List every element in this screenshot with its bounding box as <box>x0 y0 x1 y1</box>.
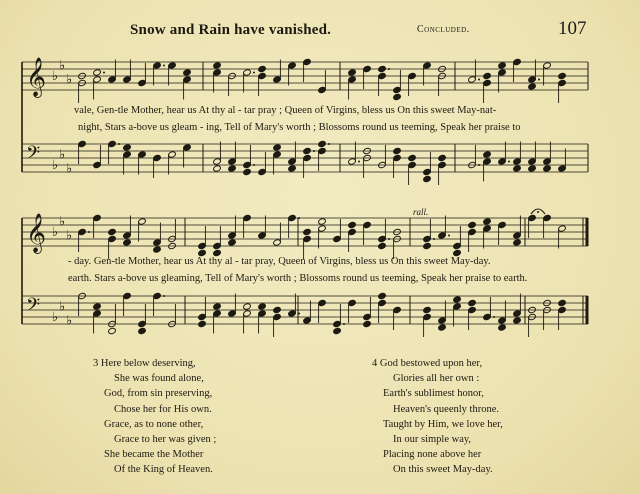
note-head <box>123 239 132 246</box>
verse-3-line-6: Grace to her was given ; <box>114 434 217 446</box>
augmentation-dot <box>163 295 165 297</box>
augmentation-dot <box>478 164 480 166</box>
verse-4-line-3: Earth's sublimest honor, <box>383 388 484 400</box>
augmentation-dot <box>328 143 330 145</box>
augmentation-dot <box>163 65 165 67</box>
system2-lyric-line1: - day. Gen-tle Mother, hear us At thy al - tar pray, Queen of Virgins, bless us On this sweet May-day. <box>68 256 491 267</box>
note-head <box>138 327 147 334</box>
verse-4-number: 4 <box>372 358 378 369</box>
augmentation-dot <box>508 161 510 163</box>
note-head <box>93 303 102 310</box>
rallentando-mark: rall. <box>413 207 429 217</box>
note-head <box>213 303 222 310</box>
note-head <box>228 239 237 246</box>
note-head <box>378 65 387 72</box>
augmentation-dot <box>118 143 120 145</box>
verse-4 <box>372 356 503 478</box>
augmentation-dot <box>433 238 435 240</box>
verse-4-line-8: On this sweet May-day. <box>393 464 493 476</box>
verse-4-line-4: Heaven's queenly throne. <box>393 403 499 415</box>
system1-lyric-line1: vale, Gen-tle Mother, hear us At thy al - tar pray ; Queen of Virgins, bless us On this sweet May-nat- <box>74 105 497 116</box>
fermata-dot <box>537 211 539 213</box>
flat-icon: ♭ <box>59 147 66 163</box>
note-head <box>273 144 282 151</box>
note-head <box>438 324 447 331</box>
hymn-title: Snow and Rain have vanished. <box>130 22 332 38</box>
flat-icon: ♭ <box>52 69 59 84</box>
note-head <box>498 62 507 69</box>
flat-icon: ♭ <box>59 58 66 74</box>
augmentation-dot <box>103 72 105 74</box>
note-head <box>288 165 297 172</box>
verse-3-line-5: Grace, as to none other, <box>104 418 204 430</box>
note-head <box>393 147 402 154</box>
note-head <box>363 320 372 327</box>
note-head <box>333 327 342 334</box>
note-head <box>468 221 477 228</box>
note-head <box>123 144 132 151</box>
flat-icon: ♭ <box>59 299 66 315</box>
note-head <box>153 246 162 253</box>
flat-icon: ♭ <box>59 214 66 230</box>
note-head <box>213 165 222 172</box>
augmentation-dot <box>343 323 345 325</box>
augmentation-dot <box>493 316 495 318</box>
note-head <box>213 62 222 69</box>
note-head <box>303 228 312 235</box>
flat-icon: ♭ <box>52 225 59 240</box>
note-head <box>393 93 402 100</box>
verse-3-line-8: Of the King of Heaven. <box>114 464 213 476</box>
note-head <box>378 242 387 249</box>
note-head <box>423 306 432 313</box>
verse-3-line-2: She was found alone, <box>114 373 204 385</box>
augmentation-dot <box>478 79 480 81</box>
note-head <box>273 306 282 313</box>
note-head <box>498 324 507 331</box>
note-head <box>318 140 327 147</box>
system2-lyric-line2: earth. Stars a-bove us gleaming, Tell of Mary's worth ; Blossoms round us teeming, Speak her praise to earth. <box>68 273 528 284</box>
note-head <box>258 65 267 72</box>
note-head <box>378 292 387 299</box>
verse-3-line-1: 3 Here below deserving, <box>93 358 196 369</box>
note-head <box>468 299 477 306</box>
verse-3-line-3: God, from sin preserving, <box>104 388 213 400</box>
note-head <box>408 154 417 161</box>
verse-4-line-5: Taught by Him, we love her, <box>383 418 503 430</box>
note-head <box>453 296 462 303</box>
verse-4-line-2: Glories all her own : <box>393 373 480 385</box>
note-head <box>303 147 312 154</box>
verse-3-line-7: She became the Mother <box>104 449 204 461</box>
flat-icon: ♭ <box>66 228 73 244</box>
augmentation-dot <box>388 68 390 70</box>
augmentation-dot <box>313 150 315 152</box>
note-head <box>528 83 537 90</box>
flat-icon: ♭ <box>52 158 59 173</box>
note-head <box>423 175 432 182</box>
augmentation-dot <box>253 72 255 74</box>
note-head <box>483 72 492 79</box>
verse-3-line-4: Chose her for His own. <box>114 403 212 415</box>
note-head <box>558 72 567 79</box>
augmentation-dot <box>358 161 360 163</box>
note-head <box>243 168 252 175</box>
treble-clef-icon: 𝄞 <box>26 213 47 253</box>
verse-4-line-6: In our simple way, <box>393 434 472 446</box>
note-head <box>93 69 102 76</box>
note-head <box>438 154 447 161</box>
note-head <box>108 327 117 334</box>
note-head <box>513 165 522 172</box>
flat-icon: ♭ <box>66 313 73 329</box>
augmentation-dot <box>253 164 255 166</box>
augmentation-dot <box>88 231 90 233</box>
page-number: 107 <box>558 18 587 39</box>
hymn-subtitle: Concluded. <box>417 24 470 35</box>
verse-4-line-7: Placing none above her <box>383 449 482 461</box>
verse-3-number: 3 <box>93 358 99 369</box>
flat-icon: ♭ <box>66 161 73 177</box>
note-head <box>258 303 267 310</box>
note-head <box>543 165 552 172</box>
verse-3 <box>93 356 216 478</box>
augmentation-dot <box>298 313 300 315</box>
note-head <box>228 165 237 172</box>
flat-icon: ♭ <box>66 72 73 88</box>
augmentation-dot <box>538 79 540 81</box>
treble-clef-icon: 𝄞 <box>26 57 47 97</box>
note-head <box>243 303 252 310</box>
note-head <box>483 151 492 158</box>
note-head <box>528 165 537 172</box>
flat-icon: ♭ <box>52 310 59 325</box>
note-head <box>348 221 357 228</box>
note-head <box>198 320 207 327</box>
bass-clef-icon: 𝄢 <box>26 143 41 168</box>
note-head <box>483 218 492 225</box>
bass-clef-icon: 𝄢 <box>26 295 41 320</box>
note-head <box>513 317 522 324</box>
augmentation-dot <box>388 238 390 240</box>
note-head <box>183 69 192 76</box>
system1-lyric-line2: night, Stars a-bove us gleam - ing, Tell of Mary's worth ; Blossoms round us teeming, Speak her praise to <box>78 122 521 133</box>
augmentation-dot <box>298 217 300 219</box>
note-head <box>513 239 522 246</box>
note-head <box>318 218 327 225</box>
note-head <box>348 69 357 76</box>
note-head <box>108 228 117 235</box>
augmentation-dot <box>448 235 450 237</box>
note-head <box>423 242 432 249</box>
verse-4-line-1: 4 God bestowed upon her, <box>372 358 483 369</box>
note-head <box>558 299 567 306</box>
